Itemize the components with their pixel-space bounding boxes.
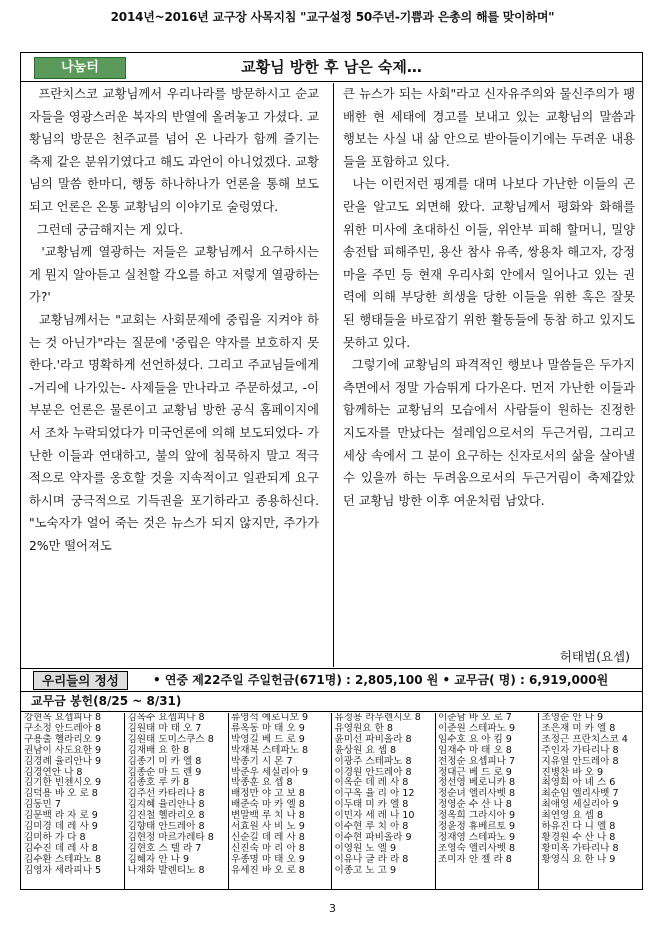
article-frame <box>20 52 643 890</box>
donor-entry: 구소정 안드레아 8 <box>24 722 102 734</box>
offering-subtitle: 교무금 봉헌(8/25 ~ 8/31) <box>21 692 642 712</box>
donor-entry: 김지혜 율리안나 8 <box>127 799 205 811</box>
donor-entry <box>539 866 642 877</box>
donor-column <box>21 713 125 889</box>
donor-entry: 김옥수 요셉피나 8 <box>127 713 205 723</box>
donor-entry: 이준남 바 오 로 7 <box>438 713 512 723</box>
donor-entry: 김동민 7 <box>24 799 61 811</box>
donor-entry: 박종훈 요 셉 8 <box>231 777 293 789</box>
donor-entry: 김향태 안드레아 8 <box>127 821 205 833</box>
donor-entry: 정대근 베 드 로 9 <box>438 766 512 778</box>
donor-entry: 배준숙 마 카 엘 8 <box>231 799 305 811</box>
donor-entry: 신순길 데 레 사 8 <box>231 831 305 843</box>
page-header: 2014년~2016년 교구장 사목지침 "교구설정 50주년-기쁨과 은총의 해를 맞이하며" <box>110 10 555 24</box>
donor-entry: 김미경 데 레 사 9 <box>24 821 98 833</box>
donor-entry: 조영숙 엘리사벳 8 <box>438 842 516 854</box>
donor-entry: 김종기 미 카 엘 8 <box>127 755 202 767</box>
donor-entry: 최애영 세실리아 9 <box>541 799 619 811</box>
donor-entry: 조정근 프란치스코 4 <box>541 733 628 745</box>
article-right-column: 큰 뉴스가 되는 사회"라고 신자유주의와 물신주의가 팽배한 현 세태에 경고를 보내고 있는 교황님의 말씀과 행보는 사실 내 삶 안으로 받아들이기에는 두려운 내용들을 포함하고 있다. 나는 이런저런 핑계를 대며 나보다 가난한 이들의 곤란을 알고도 외면해 왔다. 교황님께서 평화와 화해를 위한 미사에 초대하신 이들, 위안부 피해 할머니, 밀양 송전탑 피해주민, 용산 참사 유족, 쌍용차 해고자, 강정마을 주민 등 현재 우리사회 안에서 일어나고 있는 권력에 의해 부당한 희생을 당한 이들을 위한 혹은 잘못된 행태들을 바로잡기 위한 활동들에 동참 하고 있지도 못하고 있다. 그렇기에 교황님의 파격적인 행보나 말씀들은 두가지 측면에서 정말 가슴뛰게 다가온다. 먼저 가난한 이들과 함께하는 교황님의 모습에서 사람들이 원하는 진정한 지도자를 만났다는 설레임으로서의 두근거림, 그리고 세상 속에서 그 분이 요구하는 신자로서의 삶을 살아낼 수 있을까 하는 두려움으로서의 두근거림이 축제같았던 교황님 방한 이후 여운처럼 남았다. <box>343 87 635 508</box>
donor-entry: 정재영 스테파노 9 <box>438 831 516 843</box>
donor-entry: 정영순 수 산 나 8 <box>438 799 512 811</box>
donor-column <box>435 713 539 889</box>
donor-entry: 김영자 세라피나 5 <box>24 864 102 876</box>
donor-entry: 구용출 헬라리오 9 <box>24 733 102 745</box>
donor-entry: 김현호 스 텔 라 7 <box>127 842 202 854</box>
donor-entry: 황영식 요 한 나 9 <box>541 853 616 865</box>
donor-entry: 배정만 야 고 보 8 <box>231 788 305 800</box>
donor-entry: 이옥순 데 레 사 8 <box>334 777 409 789</box>
donor-entry: 황미옥 가타리나 8 <box>541 842 619 854</box>
donor-column <box>539 713 642 889</box>
donor-entry: 이구옥 율 리 아 12 <box>334 788 415 800</box>
donor-entry: 박재복 스테파노 8 <box>231 744 309 756</box>
donor-entry: 박영길 베 드 로 9 <box>231 733 305 745</box>
donor-entry: 변말백 루 치 나 8 <box>231 810 305 822</box>
donor-entry: 김주선 카타리나 8 <box>127 788 205 800</box>
donor-entry: 김원태 도미스쿠스 8 <box>127 733 214 745</box>
donor-entry: 김수환 스테파노 8 <box>24 853 102 865</box>
donor-entry: 나재화 발렌티노 8 <box>127 864 205 876</box>
donor-entry: 박종기 시 몬 7 <box>231 755 293 767</box>
article-title: 교황님 방한 후 남은 숙제… <box>241 58 422 76</box>
donor-entry: 정선영 베로니카 8 <box>438 777 516 789</box>
donor-entry: 조은재 미 카 엘 8 <box>541 722 616 734</box>
article-left-column: 프란치스코 교황님께서 우리나라를 방문하시고 순교자들을 영광스러운 복자의 반열에 올려놓고 가셨다. 교황님의 방문은 천주교를 넘어 온 나라가 함께 즐기는 축제 같은 분위기였다고 해도 과언이 아니었겠다. 교황님의 말씀 한마디, 행동 하나하나가 언론을 통해 보도되고 언론은 온통 교황님의 이야기로 술렁였다. 그런데 궁금해지는 게 있다. '교황님께 열광하는 저들은 교황님께서 요구하시는 게 뭔지 알아듣고 실천할 각오를 하고 저렇게 열광하는가?' 교황님께서는 "교회는 사회문제에 중립을 지켜야 하는 것 아닌가"라는 질문에 '중립은 약자를 보호하지 못한다.'라고 명확하게 선언하셨다. 그리고 주교님들에게 -거리에 나가있는- 사제들을 만나라고 주문하셨고, -이 부분은 언론은 물론이고 교황님 방한 공식 홈페이지에서 조차 누락되었다가 미국언론에 의해 보도되었다- 가난한 이들과 연대하고, 불의 앞에 침묵하지 말고 적극적으로 약자를 옹호할 것을 지속적이고 일관되게 요구하시며 궁극적으로 기득권을 포기하라고 종용하신다. "노숙자가 얼어 죽는 것은 뉴스가 되지 않지만, 주가가 2%만 떨어져도 <box>29 87 319 553</box>
donor-entry: 최순임 엘리사벳 7 <box>541 788 619 800</box>
page-number: 3 <box>329 902 336 915</box>
donor-entry: 황경원 수 산 나 8 <box>541 831 616 843</box>
donor-entry: 김기한 빈첸시오 9 <box>24 777 102 789</box>
donor-entry: 이경원 안드레아 8 <box>334 766 412 778</box>
donor-entry: 전정순 요셉피나 7 <box>438 755 516 767</box>
donor-entry: 이두태 미 카 엘 8 <box>334 799 409 811</box>
donor-entry: 유영원요 한 8 <box>334 722 394 734</box>
column-divider <box>333 83 334 667</box>
donor-entry: 김진철 헬라리오 8 <box>127 810 205 822</box>
offering-summary: • 연중 제22주일 주일헌금(671명) : 2,805,100 원 • 교무금( 명) : 6,919,000원 <box>153 673 609 687</box>
donor-entry: 최연영 요 셉 8 <box>541 810 604 822</box>
donor-entry: 유정용 라우렌시오 8 <box>334 713 421 723</box>
donor-entry: 최영희 아 녜 스 6 <box>541 777 616 789</box>
section-tag: 나눔터 <box>34 57 126 79</box>
donor-entry: 김수진 데 레 사 8 <box>24 842 98 854</box>
donor-entry: 이수현 루 치 아 8 <box>334 821 409 833</box>
donor-entry: 이유나 글 라 라 8 <box>334 853 409 865</box>
donor-entry: 임재수 마 태 오 8 <box>438 744 512 756</box>
donor-entry: 류옥동 마 태 오 9 <box>231 722 305 734</box>
donor-entry: 신진숙 마 리 아 8 <box>231 842 305 854</box>
offering-bar <box>21 668 642 692</box>
offering-title: 우리들의 정성 <box>33 671 128 690</box>
donor-entry: 정윤정 휴베르토 9 <box>438 821 516 833</box>
donor-entry: 이준원 스테파노 9 <box>438 722 516 734</box>
donor-entry: 김미하 가 다 8 <box>24 831 86 843</box>
section-head <box>21 53 642 82</box>
donor-entry: 이종고 노 고 9 <box>334 864 397 876</box>
donor-entry: 박준우 세실리아 9 <box>231 766 309 778</box>
donor-entry: 이민자 세 레 나 10 <box>334 810 415 822</box>
donor-entry: 이수현 파비올라 9 <box>334 831 412 843</box>
donor-entry: 이영원 노 엘 9 <box>334 842 397 854</box>
donor-entry: 지유열 안드레아 8 <box>541 755 619 767</box>
donor-entry <box>435 866 538 877</box>
donor-entry: 김혜자 안 나 9 <box>127 853 190 865</box>
donor-entry: 우종명 마 태 오 9 <box>231 853 305 865</box>
donor-entry: 김종호 루 카 8 <box>127 777 190 789</box>
donor-entry: 이광주 스테파노 8 <box>334 755 412 767</box>
author-signature: 허태범(요셉) <box>559 649 630 664</box>
donor-entry: 김종순 마 드 렌 9 <box>127 766 202 778</box>
donor-entry: 진병찬 바 오 9 <box>541 766 604 778</box>
donor-entry: 윤상원 요 셉 8 <box>334 744 397 756</box>
donor-entry: 김덕용 바 오 로 8 <box>24 788 98 800</box>
donor-entry: 김경연안 나 8 <box>24 766 83 778</box>
donor-entry: 주인자 가타리나 8 <box>541 744 619 756</box>
donor-entry: 윤미선 파비올라 8 <box>334 733 412 745</box>
donor-entry: 류영석 예로니모 9 <box>231 713 309 723</box>
donor-entry: 서효원 사 비 노 9 <box>231 821 305 833</box>
donor-entry: 하유진 다 니 엘 8 <box>541 821 616 833</box>
donor-entry: 조영순 안 나 9 <box>541 713 604 723</box>
donor-column <box>125 713 229 889</box>
donor-entry: 김재배 요 한 8 <box>127 744 190 756</box>
donor-entry: 정옥희 그라시아 9 <box>438 810 516 822</box>
donor-entry: 임수호 요 아 킴 9 <box>438 733 512 745</box>
donor-entry: 김문백 라 자 로 9 <box>24 810 98 822</box>
donor-entry: 조미자 안 젤 라 8 <box>438 853 512 865</box>
donor-entry: 김경례 율리안나 9 <box>24 755 102 767</box>
donor-entry: 강현옥 요셉피나 8 <box>24 713 102 723</box>
donor-entry: 권남이 사도요한 9 <box>24 744 102 756</box>
donor-column <box>228 713 332 889</box>
donor-entry: 김원태 마 태 오 7 <box>127 722 202 734</box>
donor-column <box>332 713 436 889</box>
donor-list <box>21 713 642 889</box>
donor-entry: 정순녀 엘리사벳 8 <box>438 788 516 800</box>
donor-entry: 김현정 마르가레타 8 <box>127 831 214 843</box>
donor-entry: 유세진 바 오 로 8 <box>231 864 305 876</box>
